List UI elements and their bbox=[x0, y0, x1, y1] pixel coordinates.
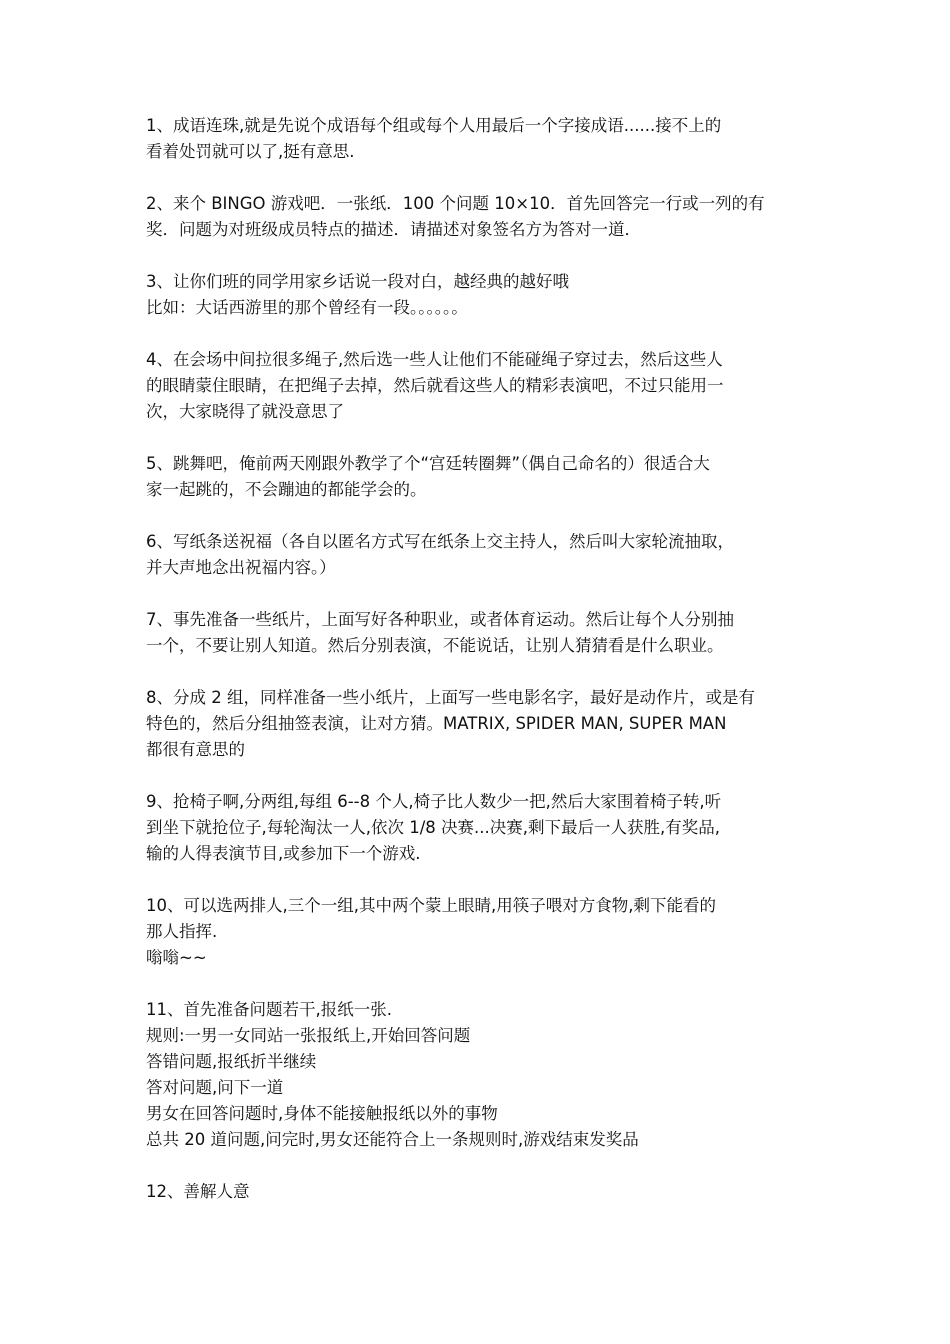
text-line: 答对问题,问下一道 bbox=[146, 1078, 284, 1097]
text-line: 男女在回答问题时,身体不能接触报纸以外的事物 bbox=[146, 1104, 498, 1123]
text-line: 次，大家晓得了就没意思了 bbox=[146, 402, 344, 421]
paragraph-5 bbox=[146, 451, 816, 503]
paragraph-12 bbox=[146, 1179, 816, 1205]
paragraph-3 bbox=[146, 269, 816, 321]
text-line: 都很有意思的 bbox=[146, 740, 245, 759]
text-line: 嗡嗡~~ bbox=[146, 948, 207, 967]
paragraph-6 bbox=[146, 529, 816, 581]
text-line: 的眼睛蒙住眼睛，在把绳子去掉，然后就看这些人的精彩表演吧，不过只能用一 bbox=[146, 376, 724, 395]
text-line: 3、让你们班的同学用家乡话说一段对白，越经典的越好哦 bbox=[146, 272, 569, 291]
paragraph-9 bbox=[146, 789, 816, 867]
text-line: 答错问题,报纸折半继续 bbox=[146, 1052, 317, 1071]
text-line: 12、善解人意 bbox=[146, 1182, 250, 1201]
paragraph-2 bbox=[146, 191, 816, 243]
text-line: 2、来个 BINGO 游戏吧．一张纸．100 个问题 10×10．首先回答完一行或一列的有 bbox=[146, 194, 765, 213]
text-line: 到坐下就抢位子,每轮淘汰一人,依次 1/8 决赛...决赛,剩下最后一人获胜,有奖品, bbox=[146, 818, 721, 837]
paragraph-8 bbox=[146, 685, 816, 763]
text-line: 10、可以选两排人,三个一组,其中两个蒙上眼睛,用筷子喂对方食物,剩下能看的 bbox=[146, 896, 716, 915]
text-line: 家一起跳的，不会蹦迪的都能学会的。 bbox=[146, 480, 427, 499]
text-line: 6、写纸条送祝福（各自以匿名方式写在纸条上交主持人，然后叫大家轮流抽取， bbox=[146, 532, 734, 551]
text-line: 那人指挥. bbox=[146, 922, 218, 941]
paragraph-7 bbox=[146, 607, 816, 659]
text-line: 输的人得表演节目,或参加下一个游戏. bbox=[146, 844, 421, 863]
text-line: 规则:一男一女同站一张报纸上,开始回答问题 bbox=[146, 1026, 471, 1045]
paragraph-4 bbox=[146, 347, 816, 425]
document-body bbox=[146, 113, 816, 1231]
text-line: 8、分成 2 组，同样准备一些小纸片，上面写一些电影名字，最好是动作片，或是有 bbox=[146, 688, 755, 707]
paragraph-10 bbox=[146, 893, 816, 971]
text-line: 5、跳舞吧，俺前两天刚跟外教学了个“宫廷转圈舞”（偶自己命名的）很适合大 bbox=[146, 454, 710, 473]
text-line: 1、成语连珠,就是先说个成语每个组或每个人用最后一个字接成语......接不上的 bbox=[146, 116, 722, 135]
text-line: 4、在会场中间拉很多绳子,然后选一些人让他们不能碰绳子穿过去，然后这些人 bbox=[146, 350, 723, 369]
text-line: 特色的，然后分组抽签表演，让对方猜。MATRIX, SPIDER MAN, SUPER MAN bbox=[146, 714, 727, 733]
text-line: 比如：大话西游里的那个曾经有一段。。。。。。 bbox=[146, 298, 468, 317]
text-line: 总共 20 道问题,问完时,男女还能符合上一条规则时,游戏结束发奖品 bbox=[146, 1130, 639, 1149]
paragraph-1 bbox=[146, 113, 816, 165]
text-line: 看着处罚就可以了,挺有意思. bbox=[146, 142, 355, 161]
text-line: 并大声地念出祝福内容。） bbox=[146, 558, 336, 577]
text-line: 奖．问题为对班级成员特点的描述．请描述对象签名方为答对一道． bbox=[146, 220, 641, 239]
text-line: 7、事先准备一些纸片，上面写好各种职业，或者体育运动。然后让每个人分别抽 bbox=[146, 610, 734, 629]
text-line: 11、首先准备问题若干,报纸一张. bbox=[146, 1000, 392, 1019]
paragraph-11 bbox=[146, 997, 816, 1153]
text-line: 9、抢椅子啊,分两组,每组 6--8 个人,椅子比人数少一把,然后大家围着椅子转,听 bbox=[146, 792, 722, 811]
text-line: 一个，不要让别人知道。然后分别表演，不能说话，让别人猜猜看是什么职业。 bbox=[146, 636, 724, 655]
